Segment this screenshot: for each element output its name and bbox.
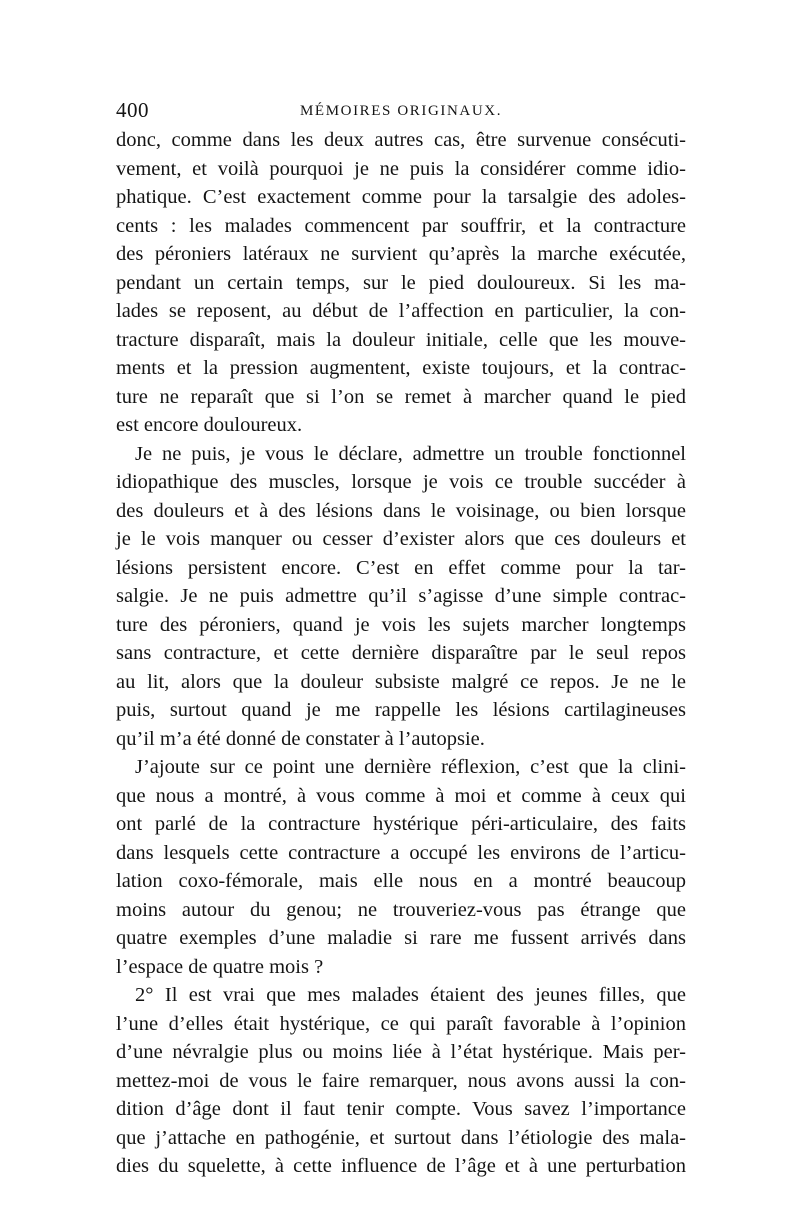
paragraph-end-line: qu’il m’a été donné de constater à l’autopsie.	[116, 727, 485, 750]
text-line: je le vois manquer ou cesser d’exister alors que ces douleurs et	[116, 528, 686, 550]
text-line: quatre exemples d’une maladie si rare me fussent arrivés dans	[116, 927, 686, 949]
text-line: mettez-moi de vous le faire remarquer, nous avons aussi la con-	[116, 1069, 686, 1092]
running-title: MÉMOIRES ORIGINAUX.	[300, 103, 503, 119]
text-line: des douleurs et à des lésions dans le voisinage, ou bien lorsque	[116, 499, 686, 522]
text-line: ments et la pression augmentent, existe toujours, et la contrac-	[116, 357, 686, 379]
text-line: l’une d’elles était hystérique, ce qui paraît favorable à l’opinion	[116, 1012, 686, 1035]
page-number: 400	[116, 98, 149, 122]
text-line: dies du squelette, à cette influence de l’âge et à une perturbation	[116, 1155, 686, 1177]
paragraph-start-line: Je ne puis, je vous le déclare, admettre un trouble fonctionnel	[135, 442, 686, 465]
paragraph-start-line: J’ajoute sur ce point une dernière réflexion, c’est que la clini-	[135, 756, 686, 778]
text-line: salgie. Je ne puis admettre qu’il s’agisse d’une simple contrac-	[116, 585, 686, 607]
text-line: tracture disparaît, mais la douleur initiale, celle que les mouve-	[116, 328, 686, 351]
text-line: ture ne reparaît que si l’on se remet à marcher quand le pied	[116, 385, 686, 408]
text-line: au lit, alors que la douleur subsiste malgré ce repos. Je ne le	[116, 670, 686, 693]
text-line: ont parlé de la contracture hystérique péri-articulaire, des faits	[116, 813, 686, 835]
text-line: dition d’âge dont il faut tenir compte. Vous savez l’importance	[116, 1098, 686, 1120]
text-line: d’une névralgie plus ou moins liée à l’état hystérique. Mais per-	[116, 1041, 686, 1063]
text-line: donc, comme dans les deux autres cas, être survenue consécuti-	[116, 129, 686, 151]
running-head	[116, 96, 686, 124]
text-line: lades se reposent, au début de l’affection en particulier, la con-	[116, 300, 686, 322]
text-line: vement, et voilà pourquoi je ne puis la considérer comme idio-	[116, 157, 686, 180]
body-text	[116, 126, 686, 1181]
text-line: dans lesquels cette contracture a occupé les environs de l’articu-	[116, 841, 686, 864]
text-line: phatique. C’est exactement comme pour la tarsalgie des adoles-	[116, 186, 686, 208]
paragraph-end-line: est encore douloureux.	[116, 414, 303, 436]
text-line: lation coxo-fémorale, mais elle nous en a montré beaucoup	[116, 870, 686, 892]
text-line: que nous a montré, à vous comme à moi et comme à ceux qui	[116, 784, 686, 807]
text-line: idiopathique des muscles, lorsque je vois ce trouble succéder à	[116, 471, 686, 493]
text-line: pendant un certain temps, sur le pied douloureux. Si les ma-	[116, 271, 686, 294]
text-line: que j’attache en pathogénie, et surtout dans l’étiologie des mala-	[116, 1126, 686, 1149]
paragraph-end-line: l’espace de quatre mois ?	[116, 955, 324, 978]
paragraph-start-line: 2° Il est vrai que mes malades étaient des jeunes filles, que	[135, 984, 686, 1006]
text-line: ture des péroniers, quand je vois les sujets marcher longtemps	[116, 613, 686, 636]
text-line: sans contracture, et cette dernière disparaître par le seul repos	[116, 642, 686, 664]
text-line: cents : les malades commencent par souffrir, et la contracture	[116, 214, 686, 237]
text-line: des péroniers latéraux ne survient qu’après la marche exécutée,	[116, 243, 686, 265]
text-line: lésions persistent encore. C’est en effet comme pour la tar-	[116, 556, 686, 579]
text-line: moins autour du genou; ne trouveriez-vous pas étrange que	[116, 898, 686, 921]
text-line: puis, surtout quand je me rappelle les lésions cartilagineuses	[116, 699, 686, 721]
